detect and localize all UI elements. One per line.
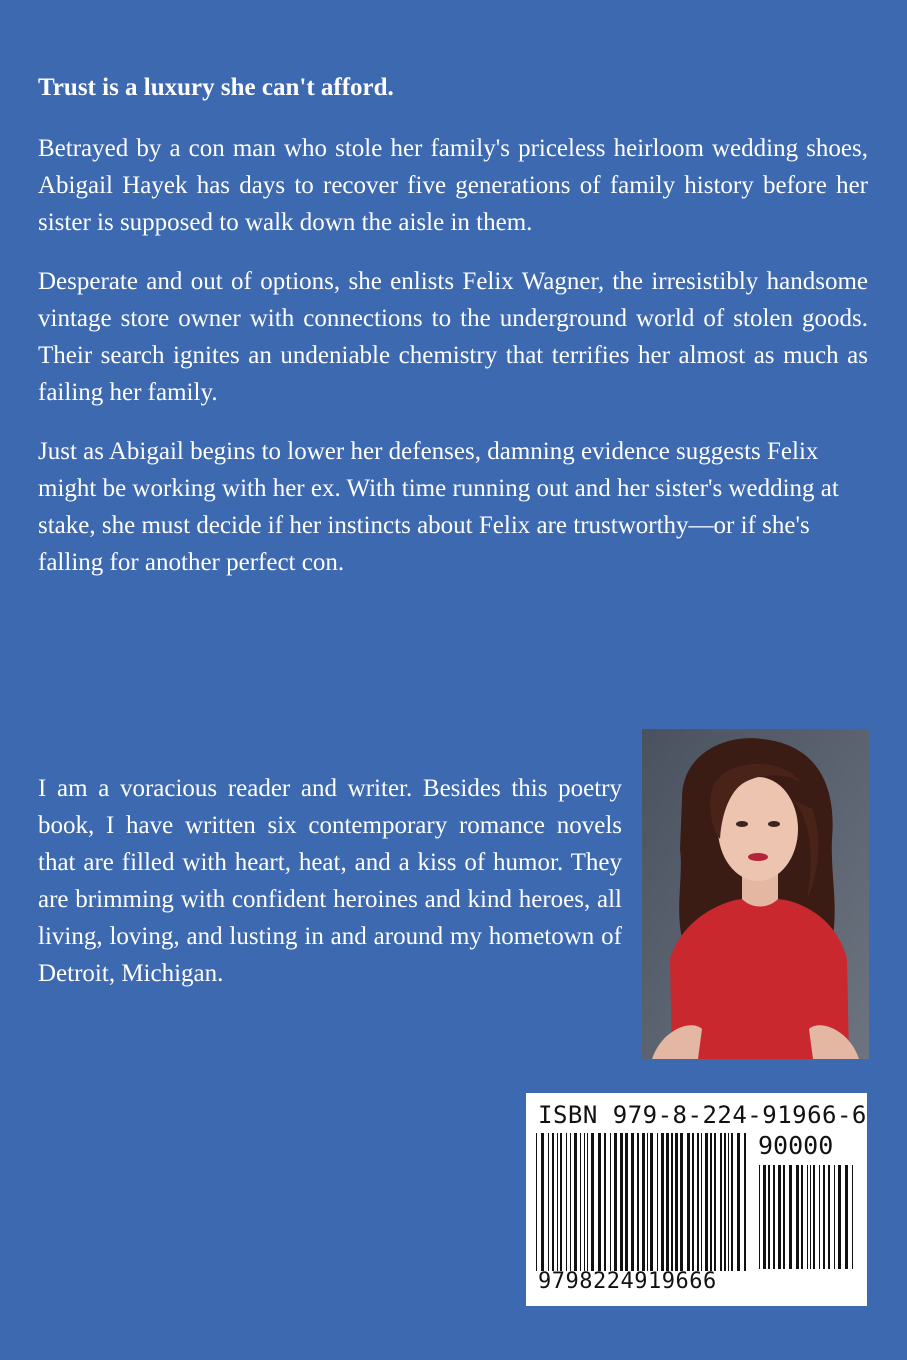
- barcode-bar: [710, 1133, 712, 1271]
- barcode-bar: [737, 1133, 740, 1271]
- barcode-bar: [631, 1133, 634, 1271]
- barcode-bar: [574, 1133, 577, 1271]
- addon-barcode-bars: [759, 1165, 855, 1269]
- barcode-bar: [724, 1133, 726, 1271]
- isbn-label: ISBN 979-8-224-91966-6: [538, 1101, 867, 1129]
- barcode-bar: [819, 1165, 820, 1269]
- barcode-bar: [720, 1133, 722, 1271]
- tagline: Trust is a luxury she can't afford.: [38, 74, 394, 101]
- barcode-bar: [823, 1165, 825, 1269]
- ean-digits: 9798224919666: [538, 1269, 717, 1294]
- barcode-bar: [834, 1165, 835, 1269]
- barcode-bar: [541, 1133, 544, 1271]
- author-photo: [642, 729, 869, 1059]
- ean-barcode-bars: [536, 1133, 748, 1271]
- back-cover-blurb: [38, 68, 868, 603]
- barcode-bar: [728, 1133, 729, 1271]
- barcode-bar: [570, 1133, 571, 1271]
- barcode-bar: [852, 1165, 853, 1269]
- barcode-bar: [647, 1133, 648, 1271]
- barcode-bar: [598, 1133, 601, 1271]
- barcode-bar: [807, 1165, 808, 1269]
- barcode-bar: [680, 1133, 683, 1271]
- barcode-bar: [828, 1165, 830, 1269]
- barcode-bar: [731, 1133, 733, 1271]
- barcode-bar: [580, 1133, 581, 1271]
- barcode-bar: [614, 1133, 617, 1271]
- barcode-bar: [552, 1133, 554, 1271]
- barcode-bar: [838, 1165, 841, 1269]
- blurb-paragraph-2: Desperate and out of options, she enlists Felix Wagner, the irresistibly handsome vintage store owner with connections to the underground world of stolen goods. Their search ignites an undeniable chemistry that terrifies her almost as much as failing her family.: [38, 268, 868, 406]
- barcode-bar: [759, 1165, 760, 1269]
- barcode-bar: [810, 1165, 811, 1269]
- barcode-bar: [548, 1133, 549, 1271]
- barcode-bar: [642, 1133, 645, 1271]
- price-addon-code: 90000: [758, 1131, 834, 1160]
- barcode-bar: [701, 1133, 702, 1271]
- barcode-bar: [657, 1133, 658, 1271]
- barcode-bar: [714, 1133, 716, 1271]
- barcode-bar: [666, 1133, 669, 1271]
- barcode-bar: [773, 1165, 775, 1269]
- barcode-bar: [744, 1133, 746, 1271]
- barcode-bar: [604, 1133, 606, 1271]
- barcode-bar: [675, 1133, 678, 1271]
- barcode-bar: [661, 1133, 664, 1271]
- barcode-bar: [610, 1133, 611, 1271]
- barcode-bar: [705, 1133, 708, 1271]
- barcode-bar: [768, 1165, 770, 1269]
- barcode-bar: [584, 1133, 585, 1271]
- barcode-bar: [620, 1133, 623, 1271]
- blurb-paragraph-1: Betrayed by a con man who stole her family's priceless heirloom wedding shoes, Abigail Hayek has days to recover five generations of family history before her sister is supposed to walk down the aisle in them.: [38, 135, 868, 236]
- author-bio: I am a voracious reader and writer. Besides this poetry book, I have written six contemporary romance novels that are filled with heart, heat, and a kiss of humor. They are brimming with confident heroines and kind heroes, all living, loving, and lusting in and around my hometown of Detroit, Michigan.: [38, 775, 622, 987]
- barcode-bar: [801, 1165, 803, 1269]
- barcode-bar: [687, 1133, 690, 1271]
- barcode-bar: [637, 1133, 639, 1271]
- barcode-bar: [813, 1165, 815, 1269]
- barcode-bar: [625, 1133, 628, 1271]
- barcode-bar: [560, 1133, 562, 1271]
- blurb-paragraph-3: Just as Abigail begins to lower her defenses, damning evidence suggests Felix might be working with her ex. With time running out and her sister's wedding at stake, she must decide if her instincts about Felix are trustworthy—or if she's falling for another perfect con.: [38, 438, 839, 576]
- barcode-bar: [650, 1133, 653, 1271]
- barcode-bar: [566, 1133, 567, 1271]
- barcode-bar: [692, 1133, 694, 1271]
- barcode-bar: [763, 1165, 766, 1269]
- barcode-bar: [671, 1133, 673, 1271]
- barcode-bar: [557, 1133, 558, 1271]
- barcode-bar: [697, 1133, 699, 1271]
- barcode-bar: [587, 1133, 588, 1271]
- isbn-barcode: [526, 1093, 867, 1306]
- barcode-bar: [796, 1165, 799, 1269]
- barcode-bar: [845, 1165, 848, 1269]
- barcode-bar: [778, 1165, 781, 1269]
- barcode-bar: [536, 1133, 537, 1271]
- barcode-bar: [789, 1165, 792, 1269]
- barcode-bar: [783, 1165, 785, 1269]
- barcode-bar: [591, 1133, 594, 1271]
